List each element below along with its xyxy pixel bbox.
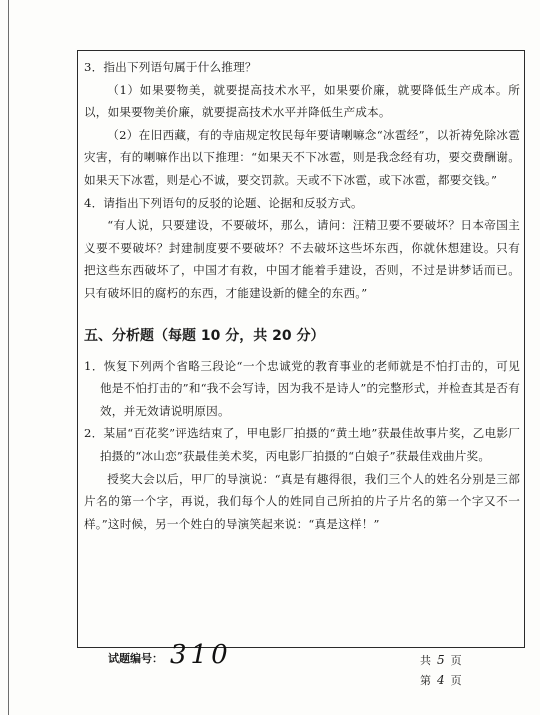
question-3-item-2: （2）在旧西藏，有的寺庙规定牧民每年要请喇嘛念“冰雹经”，以祈祷免除冰雹灾害，有的喇嘛作出以下推理：“如果天不下冰雹，则是我念经有功，要交费酬谢。如果天下冰雹，则是心不诚，要交罚款。天或不下冰雹，或下冰雹，都要交钱。” bbox=[84, 127, 520, 187]
question-3-item-1: （1）如果要物美，就要提高技术水平，如果要价廉，就要降低生产成本。所以，如果要物美价廉，就要提高技术水平并降低生产成本。 bbox=[84, 82, 520, 120]
question-4-stem: 4．请指出下列语句的反驳的论题、论据和反驳方式。 bbox=[84, 195, 363, 210]
left-margin-rule bbox=[8, 0, 9, 715]
question-3-stem: 3．指出下列语句属于什么推理？ bbox=[84, 60, 257, 74]
question-4-quote: “有人说，只要建设，不要破坏，那么，请问：汪精卫要不要破坏？日本帝国主义要不要破坏？封建制度要不要破坏？不去破坏这些坏东西，你就休想建设。只有把这些东西破坏了，中国才有救，中国才能着手建设，否则，不过是讲梦话而已。只有破坏旧的腐朽的东西，才能建设新的健全的东西。” bbox=[84, 218, 520, 300]
section-5-title: 五、分析题（每题 10 分，共 20 分） bbox=[84, 327, 325, 344]
page-unit: 页 bbox=[450, 674, 462, 687]
page-value: 4 bbox=[437, 673, 445, 687]
exam-code-handwritten: 310 bbox=[170, 640, 232, 670]
current-page bbox=[420, 672, 468, 688]
total-value: 5 bbox=[437, 653, 445, 667]
section-5-question-2: 2．某届“百花奖”评选结束了，甲电影厂拍摄的“黄土地”获最佳故事片奖，乙电影厂拍摄的“冰山恋”获最佳美术奖，丙电影厂拍摄的“白娘子”获最佳戏曲片奖。 bbox=[84, 426, 520, 463]
page-label: 第 bbox=[420, 674, 431, 687]
exam-page-content bbox=[84, 56, 520, 535]
total-pages bbox=[420, 652, 468, 668]
section-5-question-2-continued: 授奖大会以后，甲厂的导演说：“真是有趣得很，我们三个人的姓名分别是三部片名的第一个字，再说，我们每个人的姓同自己所拍的片子片名的第一个字又不一样。”这时候，另一个姓白的导演笑起来说：“真是这样！” bbox=[84, 471, 520, 531]
exam-code-label: 试题编号： bbox=[108, 652, 163, 665]
section-5-question-1: 1．恢复下列两个省略三段论“一个忠诚党的教育事业的老师就是不怕打击的，可见他是不怕打击的”和“我不会写诗，因为我不是诗人”的完整形式，并检查其是否有效，并无效请说明原因。 bbox=[84, 358, 520, 418]
total-unit: 页 bbox=[450, 654, 462, 667]
total-label: 共 bbox=[420, 654, 431, 667]
